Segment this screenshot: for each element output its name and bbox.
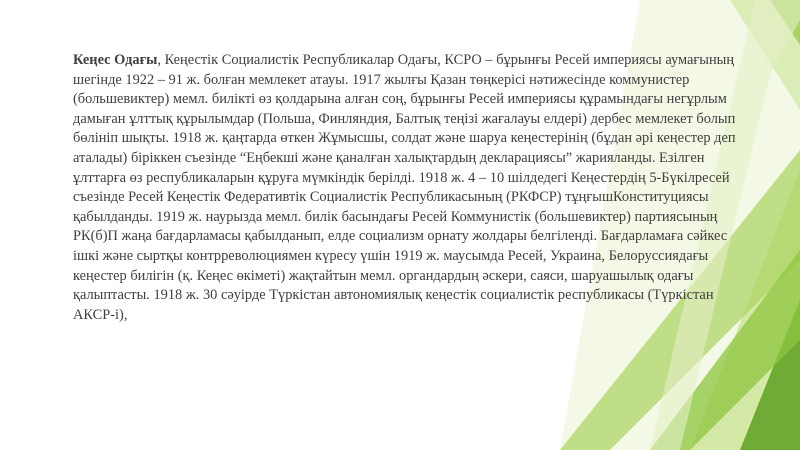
body-paragraph: , Кеңестік Социалистік Республикалар Одағы, КСРО – бұрынғы Ресей империясы аумағының шегінде 1922 – 91 ж. болған мемлекет атауы. 1917 жылғы Қазан төңкерісі нәтижесінде коммунистер (большевиктер) мемл. билікті өз қолдарына алған соң, бұрынғы Ресей империясы құрамындағы негұрлым дамыған ұлттық құрылымдар (Польша, Финляндия, Балтық теңізі жағалауы елдері) дербес мемлекет болып бөлініп шықты. 1918 ж. қаңтарда өткен Жұмысшы, солдат және шаруа кеңестерінің (бұдан әрі кеңестер деп аталады) біріккен съезінде “Еңбекші және қаналған халықтардың декларациясы” жарияланды. Езілген ұлттарға өз республикаларын құруға мүмкіндік берілді. 1918 ж. 4 – 10 шілдедегі Кеңестердің 5-Бүкілресей съезінде Ресей Кеңестік Федеративтік Социалистік Республикасының (РКФСР) тұңғышКонституциясы қабылданды. 1919 ж. наурызда мемл. билік басындағы Ресей Коммунистік (большевиктер) партиясының РК(б)П жаңа бағдарламасы қабылданып, елде социализм орнату жолдары белгіленді. Бағдарламаға сәйкес ішкі және сыртқы контрреволюциямен күресу үшін 1919 ж. маусымда Ресей, Украина, Белоруссиядағы кеңестер билігін (қ. Кеңес өкіметі) жақтайтын мемл. органдардың әскери, саяси, шаруашылық одағы қалыптасты. 1918 ж. 30 сәуірде Түркістан автономиялық кеңестік социалистік республикасы (Түркістан АКСР-і), xyxy=(73,52,736,323)
body-text xyxy=(73,51,753,325)
heading-term: Кеңес Одағы xyxy=(73,52,158,68)
